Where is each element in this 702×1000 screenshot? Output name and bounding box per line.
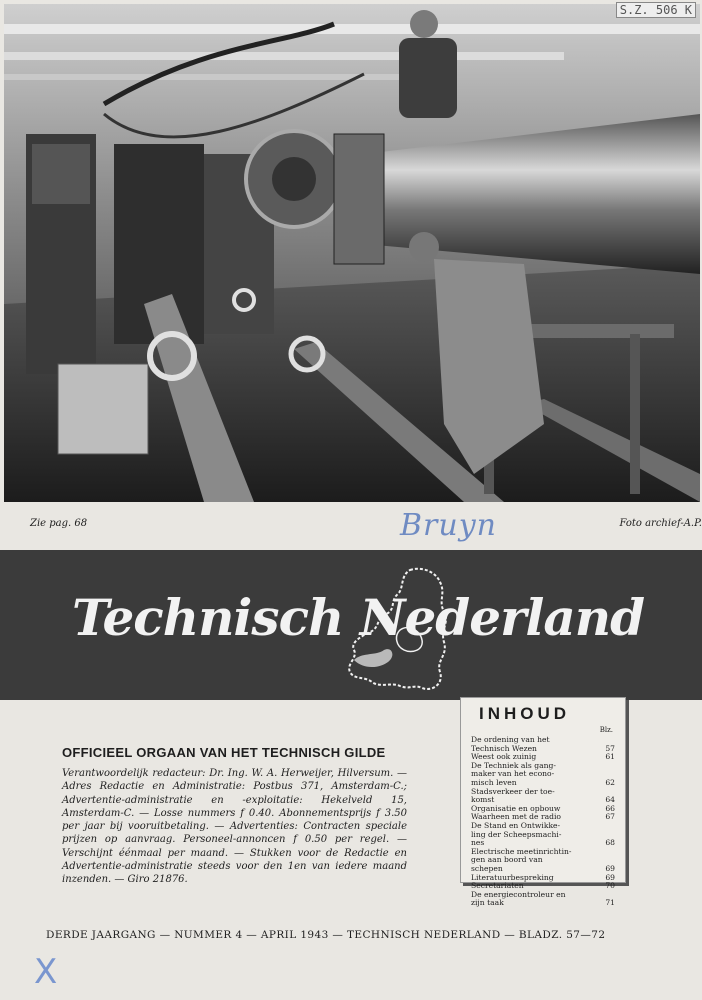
toc-list xyxy=(471,736,615,908)
toc-entry-line xyxy=(471,831,615,840)
toc-entry-title: De Techniek als gang- xyxy=(471,760,556,770)
factory-photo-illustration xyxy=(4,4,700,502)
toc-entry-page: 67 xyxy=(605,812,615,822)
toc-entry-title: gen aan boord van xyxy=(471,855,543,865)
toc-entry-page: 69 xyxy=(605,872,615,882)
handwritten-note: Bruyn xyxy=(400,508,497,543)
toc-entry-title: zijn taak xyxy=(471,898,504,908)
toc-title: INHOUD xyxy=(479,704,571,723)
colophon-text: Verantwoordelijk redacteur: Dr. Ing. W. A. Herweijer, Hilversum. — Adres Redactie en Administratie: Postbus 371, Amsterdam-C.; Advertentie-administratie en -exploitatie: Hekelveld 15, Amsterdam-C. — Losse nummers f 0.40. Abonnementsprijs f 3.50 per jaar bij vooruitbetaling. — Advertenties: Contracten speciale prijzen op aanvraag. Personeel-annoncen f 0.50 per regel. — Verschijnt éénmaal per maand. — Stukken voor de Redactie en Advertentie-administratie steeds voor den 1en van iedere maand inzenden. — Giro 21876. xyxy=(62,768,407,886)
toc-entry-page: 70 xyxy=(605,881,615,891)
toc-entry-title: Electrische meetinrichtin- xyxy=(471,846,572,856)
toc-entry-title: De ordening van het xyxy=(471,735,550,744)
photo-caption-page-ref: Zie pag. 68 xyxy=(30,518,88,529)
toc-entry-title: Stadsverkeer der toe- xyxy=(471,786,555,796)
toc-entry-title: Literatuurbespreking xyxy=(471,872,554,882)
toc-entry-title: nes xyxy=(471,838,485,848)
toc-entry-title: schepen xyxy=(471,863,503,873)
toc-entry-page: 69 xyxy=(605,863,615,873)
masthead-title: Technisch Nederland xyxy=(72,588,645,647)
toc-entry-title: Technisch Wezen xyxy=(471,743,537,753)
toc-entry-page: 62 xyxy=(605,777,615,787)
issue-footer: DERDE JAARGANG — NUMMER 4 — APRIL 1943 — TECHNISCH NEDERLAND — BLADZ. 57—72 xyxy=(46,929,606,941)
toc-entry-title: komst xyxy=(471,795,495,805)
photo-credit: Foto archief-A.P. xyxy=(619,518,702,529)
toc-entry-title: Weest ook zuinig xyxy=(471,752,537,762)
toc-entry-page: 64 xyxy=(605,795,615,805)
toc-entry-title: Organisatie en opbouw xyxy=(471,803,561,813)
toc-entry-page: 71 xyxy=(605,898,615,908)
toc-entry-page: 66 xyxy=(605,803,615,813)
toc-entry-title: De Stand en Ontwikke- xyxy=(471,820,561,830)
toc-entry-title: ling der Scheepsmachi- xyxy=(471,829,562,839)
toc-page-label: Blz. xyxy=(599,726,613,734)
toc-entry-title: Secretariaten xyxy=(471,881,524,891)
toc-entry-title: misch leven xyxy=(471,777,517,787)
archive-stamp: S.Z. 506 K xyxy=(616,2,696,18)
toc-entry-page: 57 xyxy=(605,743,615,753)
cover-photo xyxy=(4,4,700,502)
subtitle-official-organ: OFFICIEEL ORGAAN VAN HET TECHNISCH GILDE xyxy=(62,745,386,760)
toc-entry-page: 61 xyxy=(605,752,615,762)
toc-entry-line xyxy=(471,899,615,908)
toc-entry-title: maker van het econo- xyxy=(471,769,555,779)
toc-entry-title: De energiecontroleur en xyxy=(471,889,566,899)
handwritten-x-mark: X xyxy=(34,952,58,992)
table-of-contents xyxy=(460,697,626,908)
toc-entry-page: 68 xyxy=(605,838,615,848)
toc-entry-title: Waarheen met de radio xyxy=(471,812,561,822)
colophon xyxy=(62,767,407,887)
